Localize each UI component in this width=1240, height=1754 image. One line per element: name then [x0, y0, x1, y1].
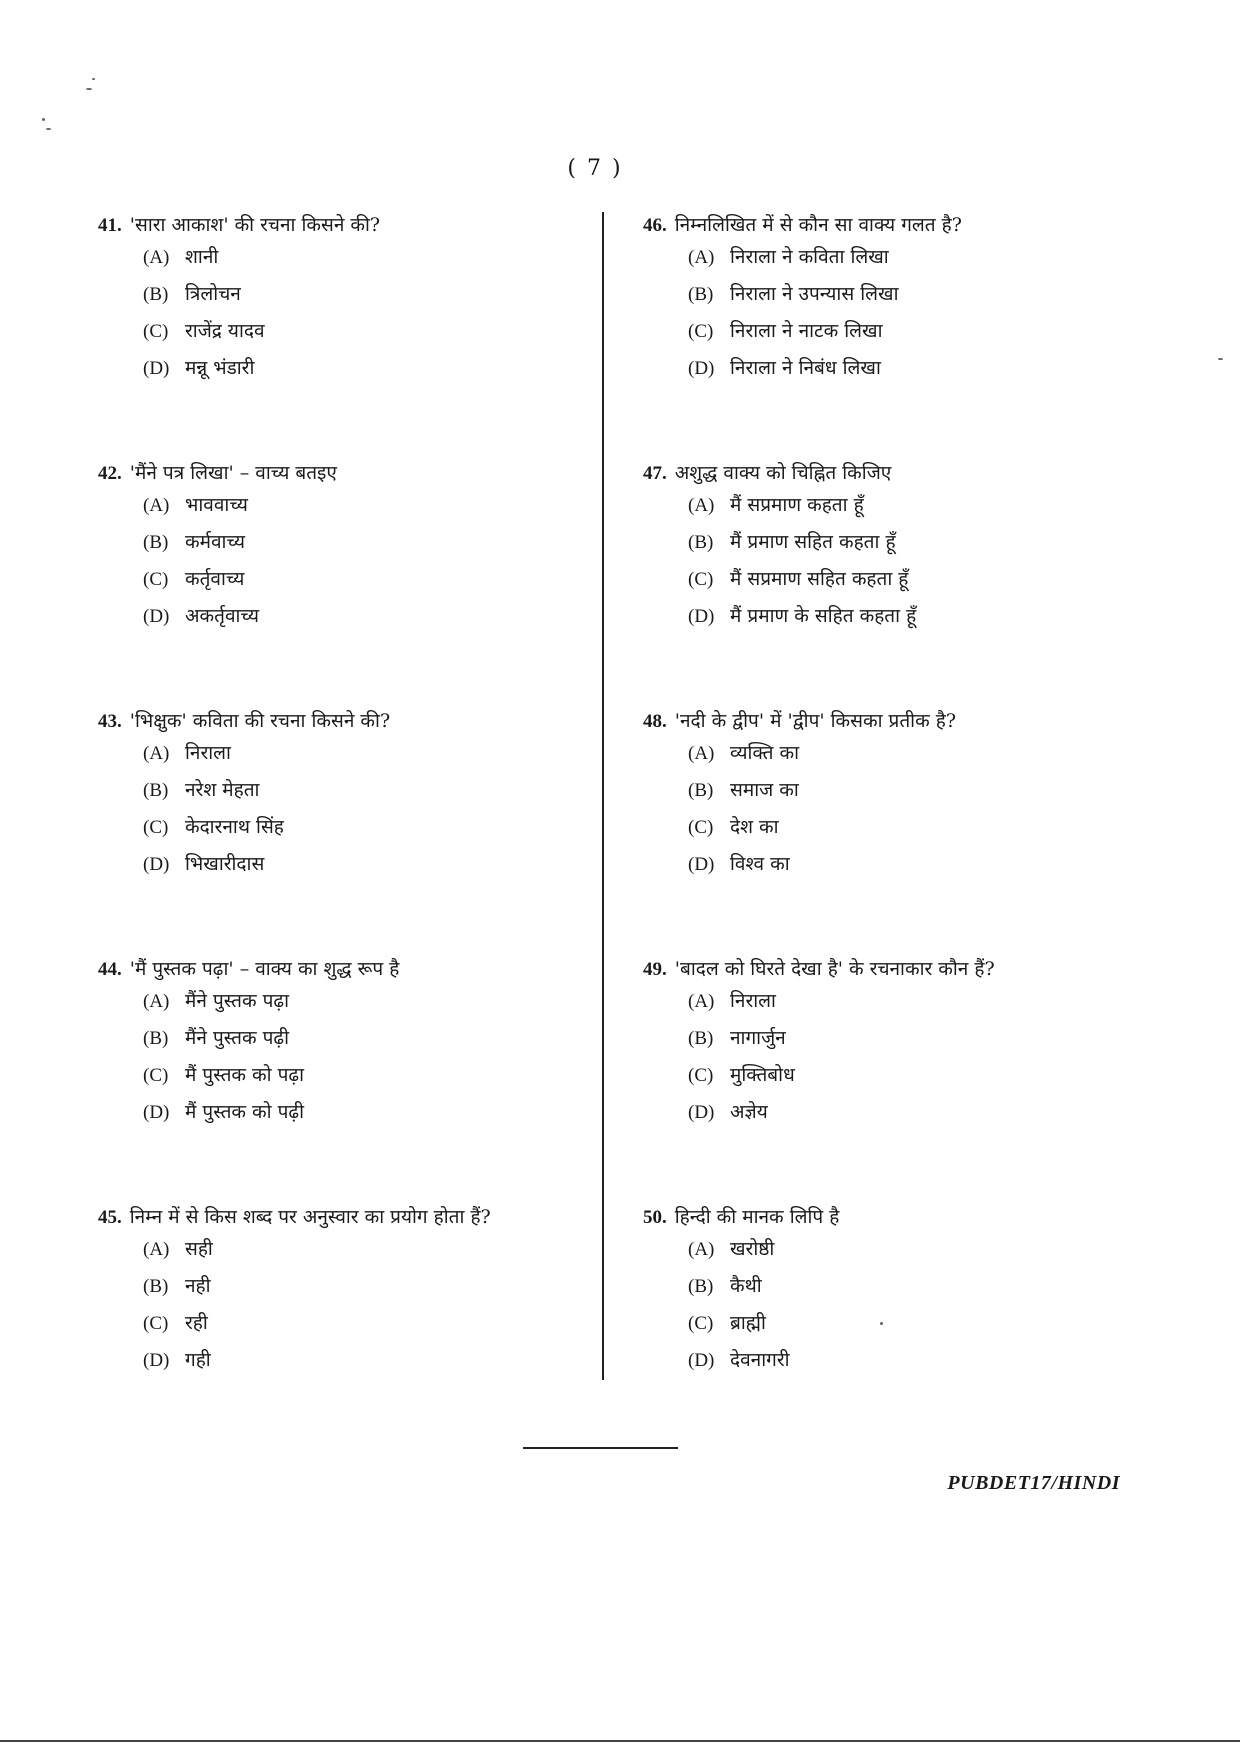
option-label: (B) — [688, 284, 714, 305]
option-text: भिखारीदास — [185, 853, 265, 875]
option-d — [688, 603, 1123, 640]
option-text: अज्ञेय — [730, 1101, 768, 1123]
option-label: (A) — [688, 247, 715, 268]
option-label: (D) — [688, 606, 715, 627]
question-number: 47. — [643, 463, 667, 484]
option-label: (C) — [143, 569, 169, 590]
question-45 — [98, 1204, 578, 1452]
option-list — [143, 988, 578, 1136]
option-b — [143, 281, 578, 318]
option-label: (D) — [688, 854, 715, 875]
option-text: मैं पुस्तक को पढ़ी — [185, 1101, 305, 1123]
paper-code: PUBDET17/HINDI — [947, 1472, 1120, 1494]
question-stem — [643, 1204, 1123, 1236]
option-text: ब्राह्मी — [730, 1312, 766, 1334]
option-text: नही — [185, 1275, 211, 1297]
option-text: निराला ने निबंध लिखा — [730, 357, 881, 379]
option-list — [688, 988, 1123, 1136]
option-label: (D) — [143, 358, 170, 379]
question-text: 'मैं पुस्तक पढ़ा' – वाक्य का शुद्ध रूप है — [129, 958, 400, 980]
option-label: (B) — [143, 284, 169, 305]
option-text: रही — [185, 1312, 208, 1334]
question-50 — [643, 1204, 1123, 1452]
option-c — [688, 318, 1123, 355]
option-a — [143, 492, 578, 529]
option-list — [688, 492, 1123, 640]
question-number: 46. — [643, 215, 667, 236]
option-b — [688, 1025, 1123, 1062]
option-text: मैं प्रमाण के सहित कहता हूँ — [730, 605, 917, 627]
option-label: (A) — [688, 495, 715, 516]
option-a — [688, 1236, 1123, 1273]
option-d — [688, 1099, 1123, 1136]
option-label: (A) — [688, 991, 715, 1012]
question-number: 48. — [643, 711, 667, 732]
option-text: देश का — [730, 816, 779, 838]
option-d — [143, 355, 578, 392]
option-label: (B) — [143, 780, 169, 801]
option-a — [688, 244, 1123, 281]
question-number: 41. — [98, 215, 122, 236]
option-text: मैंने पुस्तक पढ़ा — [185, 990, 290, 1012]
option-c — [143, 566, 578, 603]
question-49 — [643, 956, 1123, 1204]
question-48 — [643, 708, 1123, 956]
option-label: (B) — [688, 532, 714, 553]
option-d — [143, 1347, 578, 1384]
question-stem — [98, 956, 578, 988]
option-text: निराला ने कविता लिखा — [730, 246, 889, 268]
option-d — [688, 851, 1123, 888]
question-stem — [98, 460, 578, 492]
option-label: (D) — [143, 606, 170, 627]
option-b — [688, 1273, 1123, 1310]
option-text: भाववाच्य — [185, 494, 248, 516]
option-c — [143, 1310, 578, 1347]
option-d — [688, 1347, 1123, 1384]
option-text: मन्नू भंडारी — [185, 357, 255, 379]
option-label: (A) — [143, 991, 170, 1012]
option-text: नागार्जुन — [730, 1027, 786, 1049]
option-text: केदारनाथ सिंह — [185, 816, 284, 838]
option-c — [143, 318, 578, 355]
option-label: (C) — [688, 321, 714, 342]
option-b — [143, 529, 578, 566]
question-text: 'नदी के द्वीप' में 'द्वीप' किसका प्रतीक है? — [674, 710, 957, 732]
option-label: (A) — [143, 247, 170, 268]
option-text: समाज का — [730, 779, 799, 801]
question-text: 'मैंने पत्र लिखा' – वाच्य बतइए — [129, 462, 337, 484]
scan-speck — [42, 118, 45, 121]
option-list — [143, 1236, 578, 1384]
option-c — [143, 1062, 578, 1099]
option-text: कैथी — [730, 1275, 762, 1297]
option-b — [143, 1273, 578, 1310]
option-list — [688, 1236, 1123, 1384]
option-text: मुक्तिबोध — [730, 1064, 795, 1086]
option-text: निराला ने नाटक लिखा — [730, 320, 883, 342]
option-text: देवनागरी — [730, 1349, 790, 1371]
option-label: (A) — [143, 1239, 170, 1260]
question-42 — [98, 460, 578, 708]
option-list — [143, 492, 578, 640]
question-text: अशुद्ध वाक्य को चिह्नित किजिए — [674, 462, 892, 484]
question-number: 50. — [643, 1207, 667, 1228]
option-a — [688, 492, 1123, 529]
option-text: निराला ने उपन्यास लिखा — [730, 283, 899, 305]
option-text: त्रिलोचन — [185, 283, 241, 305]
option-label: (D) — [688, 1350, 715, 1371]
option-label: (C) — [143, 321, 169, 342]
option-text: सही — [185, 1238, 213, 1260]
option-label: (A) — [143, 495, 170, 516]
option-a — [143, 988, 578, 1025]
option-text: विश्व का — [730, 853, 790, 875]
question-number: 44. — [98, 959, 122, 980]
scan-speck — [86, 88, 92, 90]
option-c — [688, 814, 1123, 851]
option-c — [688, 1310, 1123, 1347]
page-bottom-edge — [0, 1740, 1240, 1742]
scan-speck — [46, 128, 51, 130]
option-label: (C) — [688, 1065, 714, 1086]
question-text: निम्न में से किस शब्द पर अनुस्वार का प्रयोग होता हैं? — [129, 1206, 491, 1228]
option-text: खरोष्ठी — [730, 1238, 775, 1260]
option-text: गही — [185, 1349, 211, 1371]
option-text: कर्तृवाच्य — [185, 568, 245, 590]
option-a — [688, 740, 1123, 777]
option-label: (B) — [143, 1028, 169, 1049]
option-text: मैं सप्रमाण सहित कहता हूँ — [730, 568, 909, 590]
option-label: (A) — [688, 1239, 715, 1260]
option-text: निराला — [730, 990, 776, 1012]
option-d — [143, 1099, 578, 1136]
option-list — [688, 740, 1123, 888]
option-label: (C) — [143, 817, 169, 838]
option-c — [688, 1062, 1123, 1099]
option-text: मैंने पुस्तक पढ़ी — [185, 1027, 290, 1049]
option-label: (B) — [688, 1276, 714, 1297]
question-stem — [643, 460, 1123, 492]
option-text: शानी — [185, 246, 219, 268]
option-a — [143, 244, 578, 281]
option-b — [143, 777, 578, 814]
option-label: (C) — [688, 569, 714, 590]
column-divider — [602, 212, 604, 1380]
option-label: (A) — [688, 743, 715, 764]
option-label: (C) — [688, 1313, 714, 1334]
option-label: (D) — [143, 1350, 170, 1371]
option-label: (B) — [688, 1028, 714, 1049]
option-b — [688, 281, 1123, 318]
question-46 — [643, 212, 1123, 460]
option-b — [688, 529, 1123, 566]
option-c — [143, 814, 578, 851]
option-label: (D) — [143, 1102, 170, 1123]
option-label: (B) — [143, 532, 169, 553]
option-label: (C) — [688, 817, 714, 838]
option-label: (B) — [143, 1276, 169, 1297]
question-stem — [98, 212, 578, 244]
option-list — [143, 244, 578, 392]
option-a — [143, 740, 578, 777]
question-stem — [643, 212, 1123, 244]
option-d — [143, 603, 578, 640]
option-c — [688, 566, 1123, 603]
option-d — [143, 851, 578, 888]
question-stem — [98, 1204, 578, 1236]
option-a — [688, 988, 1123, 1025]
option-label: (C) — [143, 1065, 169, 1086]
option-text: निराला — [185, 742, 231, 764]
question-43 — [98, 708, 578, 956]
option-list — [143, 740, 578, 888]
question-text: हिन्दी की मानक लिपि है — [674, 1206, 840, 1228]
question-text: 'सारा आकाश' की रचना किसने की? — [129, 214, 381, 236]
option-b — [688, 777, 1123, 814]
option-text: अकर्तृवाच्य — [185, 605, 259, 627]
page-number: ( 7 ) — [567, 156, 623, 181]
option-label: (B) — [688, 780, 714, 801]
question-44 — [98, 956, 578, 1204]
footer-rule — [523, 1447, 678, 1449]
question-text: 'बादल को घिरते देखा है' के रचनाकार कौन हैं? — [674, 958, 995, 980]
option-label: (A) — [143, 743, 170, 764]
scan-speck — [92, 78, 95, 80]
question-number: 42. — [98, 463, 122, 484]
scan-speck — [1218, 358, 1223, 360]
question-stem — [643, 956, 1123, 988]
option-text: मैं प्रमाण सहित कहता हूँ — [730, 531, 896, 553]
question-stem — [643, 708, 1123, 740]
question-41 — [98, 212, 578, 460]
option-label: (D) — [143, 854, 170, 875]
option-text: मैं पुस्तक को पढ़ा — [185, 1064, 305, 1086]
option-label: (D) — [688, 358, 715, 379]
question-number: 49. — [643, 959, 667, 980]
question-47 — [643, 460, 1123, 708]
question-number: 43. — [98, 711, 122, 732]
question-number: 45. — [98, 1207, 122, 1228]
question-text: निम्नलिखित में से कौन सा वाक्य गलत है? — [674, 214, 962, 236]
option-b — [143, 1025, 578, 1062]
right-question-column — [643, 212, 1123, 1452]
option-text: मैं सप्रमाण कहता हूँ — [730, 494, 864, 516]
option-label: (D) — [688, 1102, 715, 1123]
question-stem — [98, 708, 578, 740]
option-list — [688, 244, 1123, 392]
option-d — [688, 355, 1123, 392]
option-a — [143, 1236, 578, 1273]
option-label: (C) — [143, 1313, 169, 1334]
option-text: कर्मवाच्य — [185, 531, 245, 553]
scan-speck — [880, 1322, 883, 1325]
left-question-column — [98, 212, 578, 1452]
question-text: 'भिक्षुक' कविता की रचना किसने की? — [129, 710, 391, 732]
option-text: नरेश मेहता — [185, 779, 260, 801]
option-text: व्यक्ति का — [730, 742, 800, 764]
option-text: राजेंद्र यादव — [185, 320, 265, 342]
